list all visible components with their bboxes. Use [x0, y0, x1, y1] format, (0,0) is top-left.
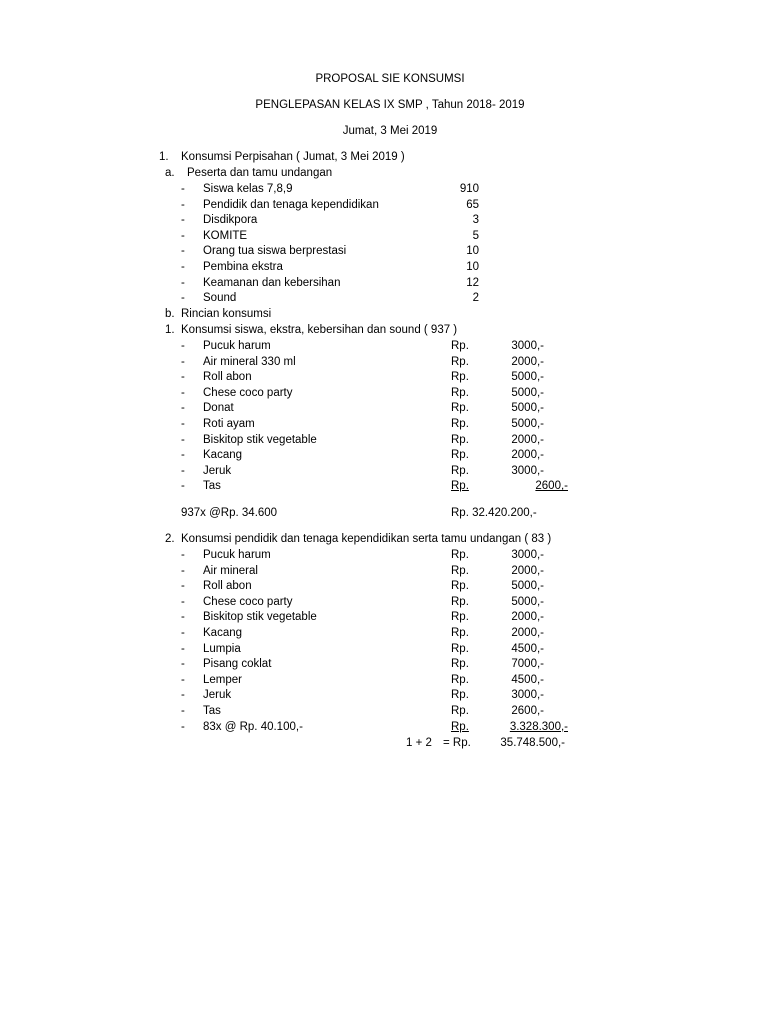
item-currency: Rp.: [451, 371, 469, 384]
item-price: 2000,-: [511, 627, 544, 639]
list-dash: -: [181, 627, 185, 639]
item-price: 3000,-: [511, 689, 544, 702]
item-price: 2000,-: [511, 564, 544, 577]
list-dash: -: [181, 183, 185, 195]
participant-count: 12: [466, 276, 479, 289]
item-price: 5000,-: [511, 580, 544, 593]
participant-count: 10: [466, 245, 479, 258]
participant-count: 65: [466, 198, 479, 211]
participant-count: 10: [466, 261, 479, 273]
list-dash: -: [181, 340, 185, 352]
item-currency: Rp.: [451, 689, 469, 702]
item-price: 3000,-: [511, 340, 544, 352]
list-dash: -: [181, 386, 185, 399]
list-dash: -: [181, 611, 185, 624]
participant-count: 3: [472, 214, 479, 227]
item-label: Pucuk harum: [203, 340, 271, 352]
item-currency: Rp.: [451, 418, 469, 430]
item-price: 2000,-: [511, 449, 544, 462]
item-price: 3.328.300,-: [509, 720, 568, 733]
list-dash: -: [181, 642, 185, 655]
item-label: Donat: [203, 402, 234, 415]
list-dash: -: [181, 705, 185, 717]
item-currency: Rp.: [451, 564, 469, 577]
list-dash: -: [181, 580, 185, 593]
grand-total-eq: = Rp.: [443, 737, 471, 749]
item-currency: Rp.: [451, 449, 469, 462]
group-1-summary-label: 937x @Rp. 34.600: [181, 507, 278, 519]
item-label: Pucuk harum: [203, 549, 271, 561]
item-price: 2000,-: [511, 355, 544, 368]
doc-subtitle: PENGLEPASAN KELAS IX SMP , Tahun 2018- 2019: [255, 99, 525, 111]
list-dash: -: [181, 371, 185, 384]
list-dash: -: [181, 229, 185, 242]
item-price: 2600,-: [511, 705, 544, 717]
list-dash: -: [181, 720, 185, 733]
participant-label: Sound: [203, 292, 237, 305]
item-price: 2000,-: [511, 433, 544, 446]
item-price: 5000,-: [511, 595, 544, 608]
item-label: Tas: [203, 480, 221, 493]
section-a-title: Peserta dan tamu undangan: [187, 167, 333, 179]
list-dash: -: [181, 464, 185, 477]
participant-count: 910: [459, 183, 479, 195]
participant-label: KOMITE: [203, 229, 248, 242]
participant-label: Keamanan dan kebersihan: [203, 276, 341, 289]
item-currency: Rp.: [451, 340, 469, 352]
list-dash: -: [181, 595, 185, 608]
item-currency: Rp.: [451, 705, 469, 717]
list-dash: -: [181, 449, 185, 462]
item-label: Jeruk: [203, 464, 232, 477]
item-label: Jeruk: [203, 689, 232, 702]
participant-label: Pembina ekstra: [203, 261, 283, 273]
item-label: Roll abon: [203, 371, 252, 384]
participant-label: Pendidik dan tenaga kependidikan: [203, 198, 379, 211]
list-dash: -: [181, 480, 185, 493]
list-dash: -: [181, 549, 185, 561]
item-label: Biskitop stik vegetable: [203, 433, 317, 446]
item-currency: Rp.: [451, 595, 469, 608]
item-currency: Rp.: [451, 642, 469, 655]
item-currency: Rp.: [451, 464, 469, 477]
item-label: Lumpia: [203, 642, 241, 655]
participant-label: Siswa kelas 7,8,9: [203, 183, 293, 195]
item-label: Lemper: [203, 673, 242, 686]
item-price: 4500,-: [511, 673, 544, 686]
item-currency: Rp.: [451, 355, 469, 368]
item-price: 5000,-: [511, 402, 544, 415]
participant-count: 2: [472, 292, 479, 305]
list-dash: -: [181, 214, 185, 227]
item-label: Kacang: [203, 449, 243, 462]
group-2-title: Konsumsi pendidik dan tenaga kependidikan serta tamu undangan ( 83 ): [181, 533, 552, 545]
item-currency: Rp.: [451, 580, 469, 593]
list-dash: -: [181, 658, 185, 671]
group-1-title: Konsumsi siswa, ekstra, kebersihan dan sound ( 937 ): [181, 324, 458, 336]
section-b-title: Rincian konsumsi: [181, 308, 272, 320]
group-1-summary-total: Rp. 32.420.200,-: [451, 507, 537, 519]
list-dash: -: [181, 673, 185, 686]
item-price: 3000,-: [511, 464, 544, 477]
item-currency-underlined: Rp.: [451, 480, 469, 493]
list-dash: -: [181, 292, 185, 305]
list-dash: -: [181, 276, 185, 289]
list-dash: -: [181, 564, 185, 577]
section-1-number: 1.: [159, 151, 169, 163]
item-currency: Rp.: [451, 673, 469, 686]
grand-total-label: 1 + 2: [406, 737, 432, 749]
item-label: Pisang coklat: [203, 658, 272, 671]
item-price: 5000,-: [511, 418, 544, 430]
item-price: 2000,-: [511, 611, 544, 624]
item-label: Chese coco party: [203, 595, 293, 608]
item-label: Tas: [203, 705, 221, 717]
item-label: Roll abon: [203, 580, 252, 593]
participant-label: Orang tua siswa berprestasi: [203, 245, 347, 258]
list-dash: -: [181, 689, 185, 702]
item-label: Biskitop stik vegetable: [203, 611, 317, 624]
section-a-letter: a.: [165, 167, 175, 179]
item-label: Air mineral: [203, 564, 258, 577]
list-dash: -: [181, 355, 185, 368]
item-currency: Rp.: [451, 549, 469, 561]
item-price: 3000,-: [511, 549, 544, 561]
item-currency: Rp.: [451, 402, 469, 415]
item-price: 5000,-: [511, 386, 544, 399]
doc-title: PROPOSAL SIE KONSUMSI: [315, 73, 465, 85]
doc-date: Jumat, 3 Mei 2019: [342, 125, 438, 137]
item-label: Roti ayam: [203, 418, 255, 430]
item-price: 2600,-: [535, 480, 568, 493]
item-currency: Rp.: [451, 386, 469, 399]
item-label: Chese coco party: [203, 386, 293, 399]
participant-label: Disdikpora: [203, 214, 258, 227]
item-label: Air mineral 330 ml: [203, 355, 296, 368]
participant-count: 5: [472, 229, 479, 242]
item-currency: Rp.: [451, 611, 469, 624]
list-dash: -: [181, 433, 185, 446]
group-2-number: 2.: [165, 533, 175, 545]
list-dash: -: [181, 402, 185, 415]
list-dash: -: [181, 245, 185, 258]
item-price: 5000,-: [511, 371, 544, 384]
list-dash: -: [181, 418, 185, 430]
item-label: Kacang: [203, 627, 243, 639]
group-1-number: 1.: [165, 324, 175, 336]
group-2-subtotal-label: 83x @ Rp. 40.100,-: [203, 720, 303, 733]
section-1-title: Konsumsi Perpisahan ( Jumat, 3 Mei 2019 ): [181, 151, 405, 163]
item-price: 7000,-: [511, 658, 544, 671]
item-currency-underlined: Rp.: [451, 720, 469, 733]
item-currency: Rp.: [451, 433, 469, 446]
item-price: 4500,-: [511, 642, 544, 655]
item-currency: Rp.: [451, 658, 469, 671]
item-currency: Rp.: [451, 627, 469, 639]
grand-total-value: 35.748.500,-: [500, 737, 565, 749]
list-dash: -: [181, 261, 185, 273]
section-b-letter: b.: [165, 308, 175, 320]
list-dash: -: [181, 198, 185, 211]
